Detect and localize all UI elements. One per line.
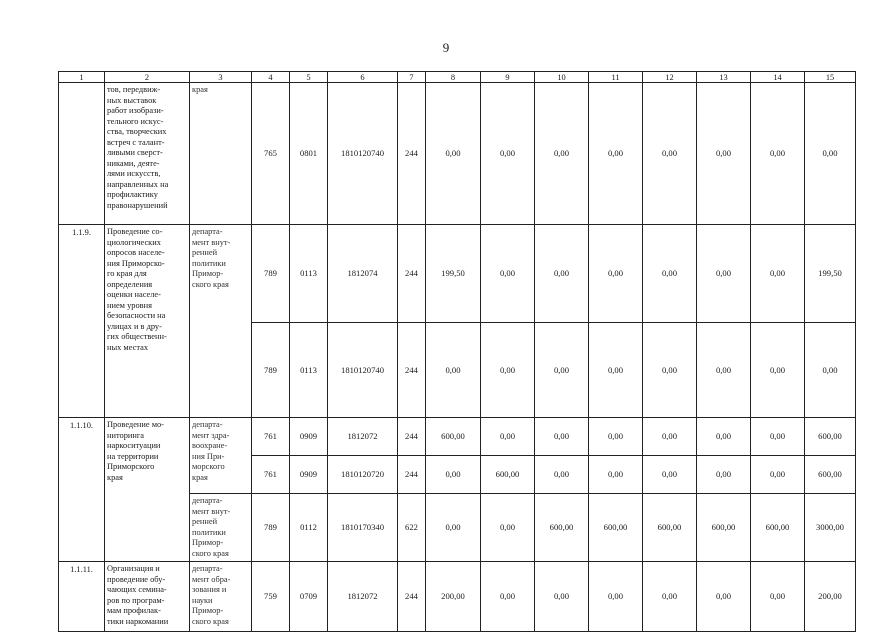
department-line: Примор- [192, 606, 224, 615]
description-line: направленных на [107, 179, 169, 189]
description-line: оценки населе- [107, 290, 161, 299]
department [190, 418, 252, 494]
budget-table [58, 71, 856, 632]
column-number: 3 [190, 72, 252, 83]
department-line: морского [192, 462, 225, 471]
description-line: ства, творческих [107, 127, 167, 136]
column-number: 15 [805, 72, 856, 83]
column-number: 5 [290, 72, 328, 83]
cell-c13: 0,00 [697, 456, 751, 494]
description-line: ров по програм- [107, 595, 165, 605]
department-line: департа- [192, 496, 223, 505]
department-line: науки [192, 595, 213, 605]
department [190, 225, 252, 418]
cell-c13: 0,00 [697, 562, 751, 632]
column-number: 6 [328, 72, 398, 83]
cell-c14: 0,00 [751, 456, 805, 494]
department-line: департа- [192, 564, 223, 573]
cell-c8: 0,00 [426, 494, 481, 562]
cell-c12: 0,00 [643, 418, 697, 456]
column-number: 13 [697, 72, 751, 83]
description-line: края [107, 472, 123, 482]
description-line: проведение обу- [107, 574, 166, 584]
description-line: циологических [107, 237, 161, 247]
description-line: Проведение со- [107, 227, 163, 236]
cell-c4: 765 [252, 83, 290, 225]
cell-c7: 244 [398, 323, 426, 418]
cell-c10: 0,00 [535, 83, 589, 225]
department [190, 83, 252, 225]
cell-c7: 244 [398, 562, 426, 632]
table-row [59, 562, 856, 632]
description [105, 418, 190, 562]
description-line: ниторинга [107, 430, 145, 440]
cell-c13: 0,00 [697, 418, 751, 456]
cell-c10: 0,00 [535, 225, 589, 323]
description [105, 83, 190, 225]
cell-c9: 600,00 [481, 456, 535, 494]
cell-c5: 0112 [290, 494, 328, 562]
cell-c12: 600,00 [643, 494, 697, 562]
column-number: 8 [426, 72, 481, 83]
cell-c14: 0,00 [751, 562, 805, 632]
cell-c5: 0801 [290, 83, 328, 225]
cell-c10: 0,00 [535, 456, 589, 494]
cell-c6: 1810120720 [328, 456, 398, 494]
column-number: 10 [535, 72, 589, 83]
description-line: ных выставок [107, 95, 157, 105]
cell-c7: 244 [398, 456, 426, 494]
department [190, 562, 252, 632]
cell-c15: 199,50 [805, 225, 856, 323]
description-line: гих общественн- [107, 332, 167, 341]
department-line: края [192, 85, 208, 94]
description-line: тов, передвиж- [107, 85, 161, 94]
cell-c4: 759 [252, 562, 290, 632]
department-line: ского края [192, 548, 229, 558]
cell-c9: 0,00 [481, 83, 535, 225]
cell-c5: 0909 [290, 456, 328, 494]
description-line: ния Приморско- [107, 258, 165, 268]
cell-c7: 244 [398, 225, 426, 323]
cell-c15: 600,00 [805, 456, 856, 494]
cell-c8: 0,00 [426, 83, 481, 225]
cell-c9: 0,00 [481, 418, 535, 456]
cell-c7: 244 [398, 418, 426, 456]
row-index: 1.1.10. [59, 418, 105, 562]
department-line: ского края [192, 616, 229, 626]
cell-c6: 1810170340 [328, 494, 398, 562]
department-line: Примор- [192, 538, 224, 547]
cell-c12: 0,00 [643, 323, 697, 418]
description-line: тельного искус- [107, 116, 164, 126]
cell-c15: 0,00 [805, 323, 856, 418]
cell-c11: 0,00 [589, 323, 643, 418]
department-line: ренней [192, 248, 218, 257]
cell-c15: 200,00 [805, 562, 856, 632]
table-row [59, 83, 856, 225]
description-line: профилактику [107, 190, 158, 199]
cell-c10: 0,00 [535, 562, 589, 632]
column-number: 7 [398, 72, 426, 83]
cell-c15: 3000,00 [805, 494, 856, 562]
description-line: тики наркомании [107, 616, 169, 626]
cell-c6: 1812074 [328, 225, 398, 323]
column-number: 9 [481, 72, 535, 83]
cell-c14: 0,00 [751, 83, 805, 225]
department-line: мент внут- [192, 237, 231, 247]
description-line: на территории [107, 451, 159, 461]
column-number: 12 [643, 72, 697, 83]
cell-c13: 0,00 [697, 83, 751, 225]
cell-c11: 0,00 [589, 418, 643, 456]
department-line: мент здра- [192, 430, 230, 440]
department [190, 494, 252, 562]
cell-c9: 0,00 [481, 562, 535, 632]
department-line: края [192, 472, 208, 482]
description-line: Приморского [107, 462, 155, 471]
cell-c4: 789 [252, 323, 290, 418]
cell-c9: 0,00 [481, 323, 535, 418]
department-line: департа- [192, 420, 223, 429]
cell-c8: 200,00 [426, 562, 481, 632]
cell-c11: 0,00 [589, 225, 643, 323]
cell-c4: 761 [252, 418, 290, 456]
description-line: определения [107, 279, 153, 289]
cell-c14: 600,00 [751, 494, 805, 562]
description-line: работ изобрази- [107, 106, 164, 115]
cell-c9: 0,00 [481, 225, 535, 323]
description-line: наркоситуации [107, 441, 161, 450]
cell-c7: 244 [398, 83, 426, 225]
description-line: ных местах [107, 342, 149, 352]
description-line: опросов населе- [107, 248, 165, 257]
description-line: Организация и [107, 564, 160, 573]
description-line: улицах и в дру- [107, 321, 162, 331]
cell-c11: 0,00 [589, 83, 643, 225]
cell-c14: 0,00 [751, 225, 805, 323]
cell-c5: 0113 [290, 225, 328, 323]
cell-c12: 0,00 [643, 83, 697, 225]
cell-c7: 622 [398, 494, 426, 562]
description [105, 562, 190, 632]
cell-c15: 600,00 [805, 418, 856, 456]
department-line: ния При- [192, 451, 225, 461]
department-line: мент внут- [192, 506, 231, 516]
description-line: никами, деяте- [107, 158, 160, 168]
column-number: 4 [252, 72, 290, 83]
cell-c6: 1812072 [328, 418, 398, 456]
cell-c12: 0,00 [643, 562, 697, 632]
description-line: безопасности на [107, 311, 166, 320]
department-line: мент обра- [192, 574, 231, 584]
cell-c4: 789 [252, 494, 290, 562]
department-line: ренней [192, 517, 218, 526]
department-line: ского края [192, 279, 229, 289]
department-line: Примор- [192, 269, 224, 278]
cell-c6: 1810120740 [328, 83, 398, 225]
department-line: департа- [192, 227, 223, 236]
cell-c4: 761 [252, 456, 290, 494]
table-row [59, 225, 856, 323]
column-number-row [59, 72, 856, 83]
cell-c14: 0,00 [751, 418, 805, 456]
cell-c8: 600,00 [426, 418, 481, 456]
column-number: 1 [59, 72, 105, 83]
cell-c5: 0113 [290, 323, 328, 418]
cell-c11: 600,00 [589, 494, 643, 562]
row-index [59, 83, 105, 225]
cell-c5: 0909 [290, 418, 328, 456]
description-line: Проведение мо- [107, 420, 164, 429]
cell-c8: 0,00 [426, 323, 481, 418]
cell-c12: 0,00 [643, 456, 697, 494]
cell-c13: 0,00 [697, 225, 751, 323]
row-index: 1.1.11. [59, 562, 105, 632]
cell-c6: 1812072 [328, 562, 398, 632]
table-row [59, 418, 856, 456]
cell-c11: 0,00 [589, 562, 643, 632]
department-line: политики [192, 527, 226, 537]
cell-c14: 0,00 [751, 323, 805, 418]
cell-c13: 0,00 [697, 323, 751, 418]
description-line: лями искусств, [107, 169, 161, 178]
description-line: мам профилак- [107, 606, 161, 615]
department-line: воохране- [192, 441, 228, 450]
description [105, 225, 190, 418]
description-line: чающих семина- [107, 585, 167, 594]
cell-c10: 600,00 [535, 494, 589, 562]
page-number: 9 [442, 40, 450, 55]
column-number: 11 [589, 72, 643, 83]
column-number: 14 [751, 72, 805, 83]
column-number: 2 [105, 72, 190, 83]
cell-c8: 0,00 [426, 456, 481, 494]
description-line: ливыми сверст- [107, 148, 163, 157]
cell-c10: 0,00 [535, 323, 589, 418]
cell-c15: 0,00 [805, 83, 856, 225]
row-index: 1.1.9. [59, 225, 105, 418]
cell-c13: 600,00 [697, 494, 751, 562]
department-line: зования и [192, 585, 227, 594]
cell-c12: 0,00 [643, 225, 697, 323]
description-line: нием уровня [107, 300, 152, 310]
cell-c10: 0,00 [535, 418, 589, 456]
cell-c8: 199,50 [426, 225, 481, 323]
cell-c4: 789 [252, 225, 290, 323]
cell-c11: 0,00 [589, 456, 643, 494]
cell-c9: 0,00 [481, 494, 535, 562]
description-line: встреч с талант- [107, 137, 165, 147]
cell-c6: 1810120740 [328, 323, 398, 418]
description-line: правонарушений [107, 200, 168, 210]
cell-c5: 0709 [290, 562, 328, 632]
department-line: политики [192, 258, 226, 268]
description-line: го края для [107, 269, 147, 278]
